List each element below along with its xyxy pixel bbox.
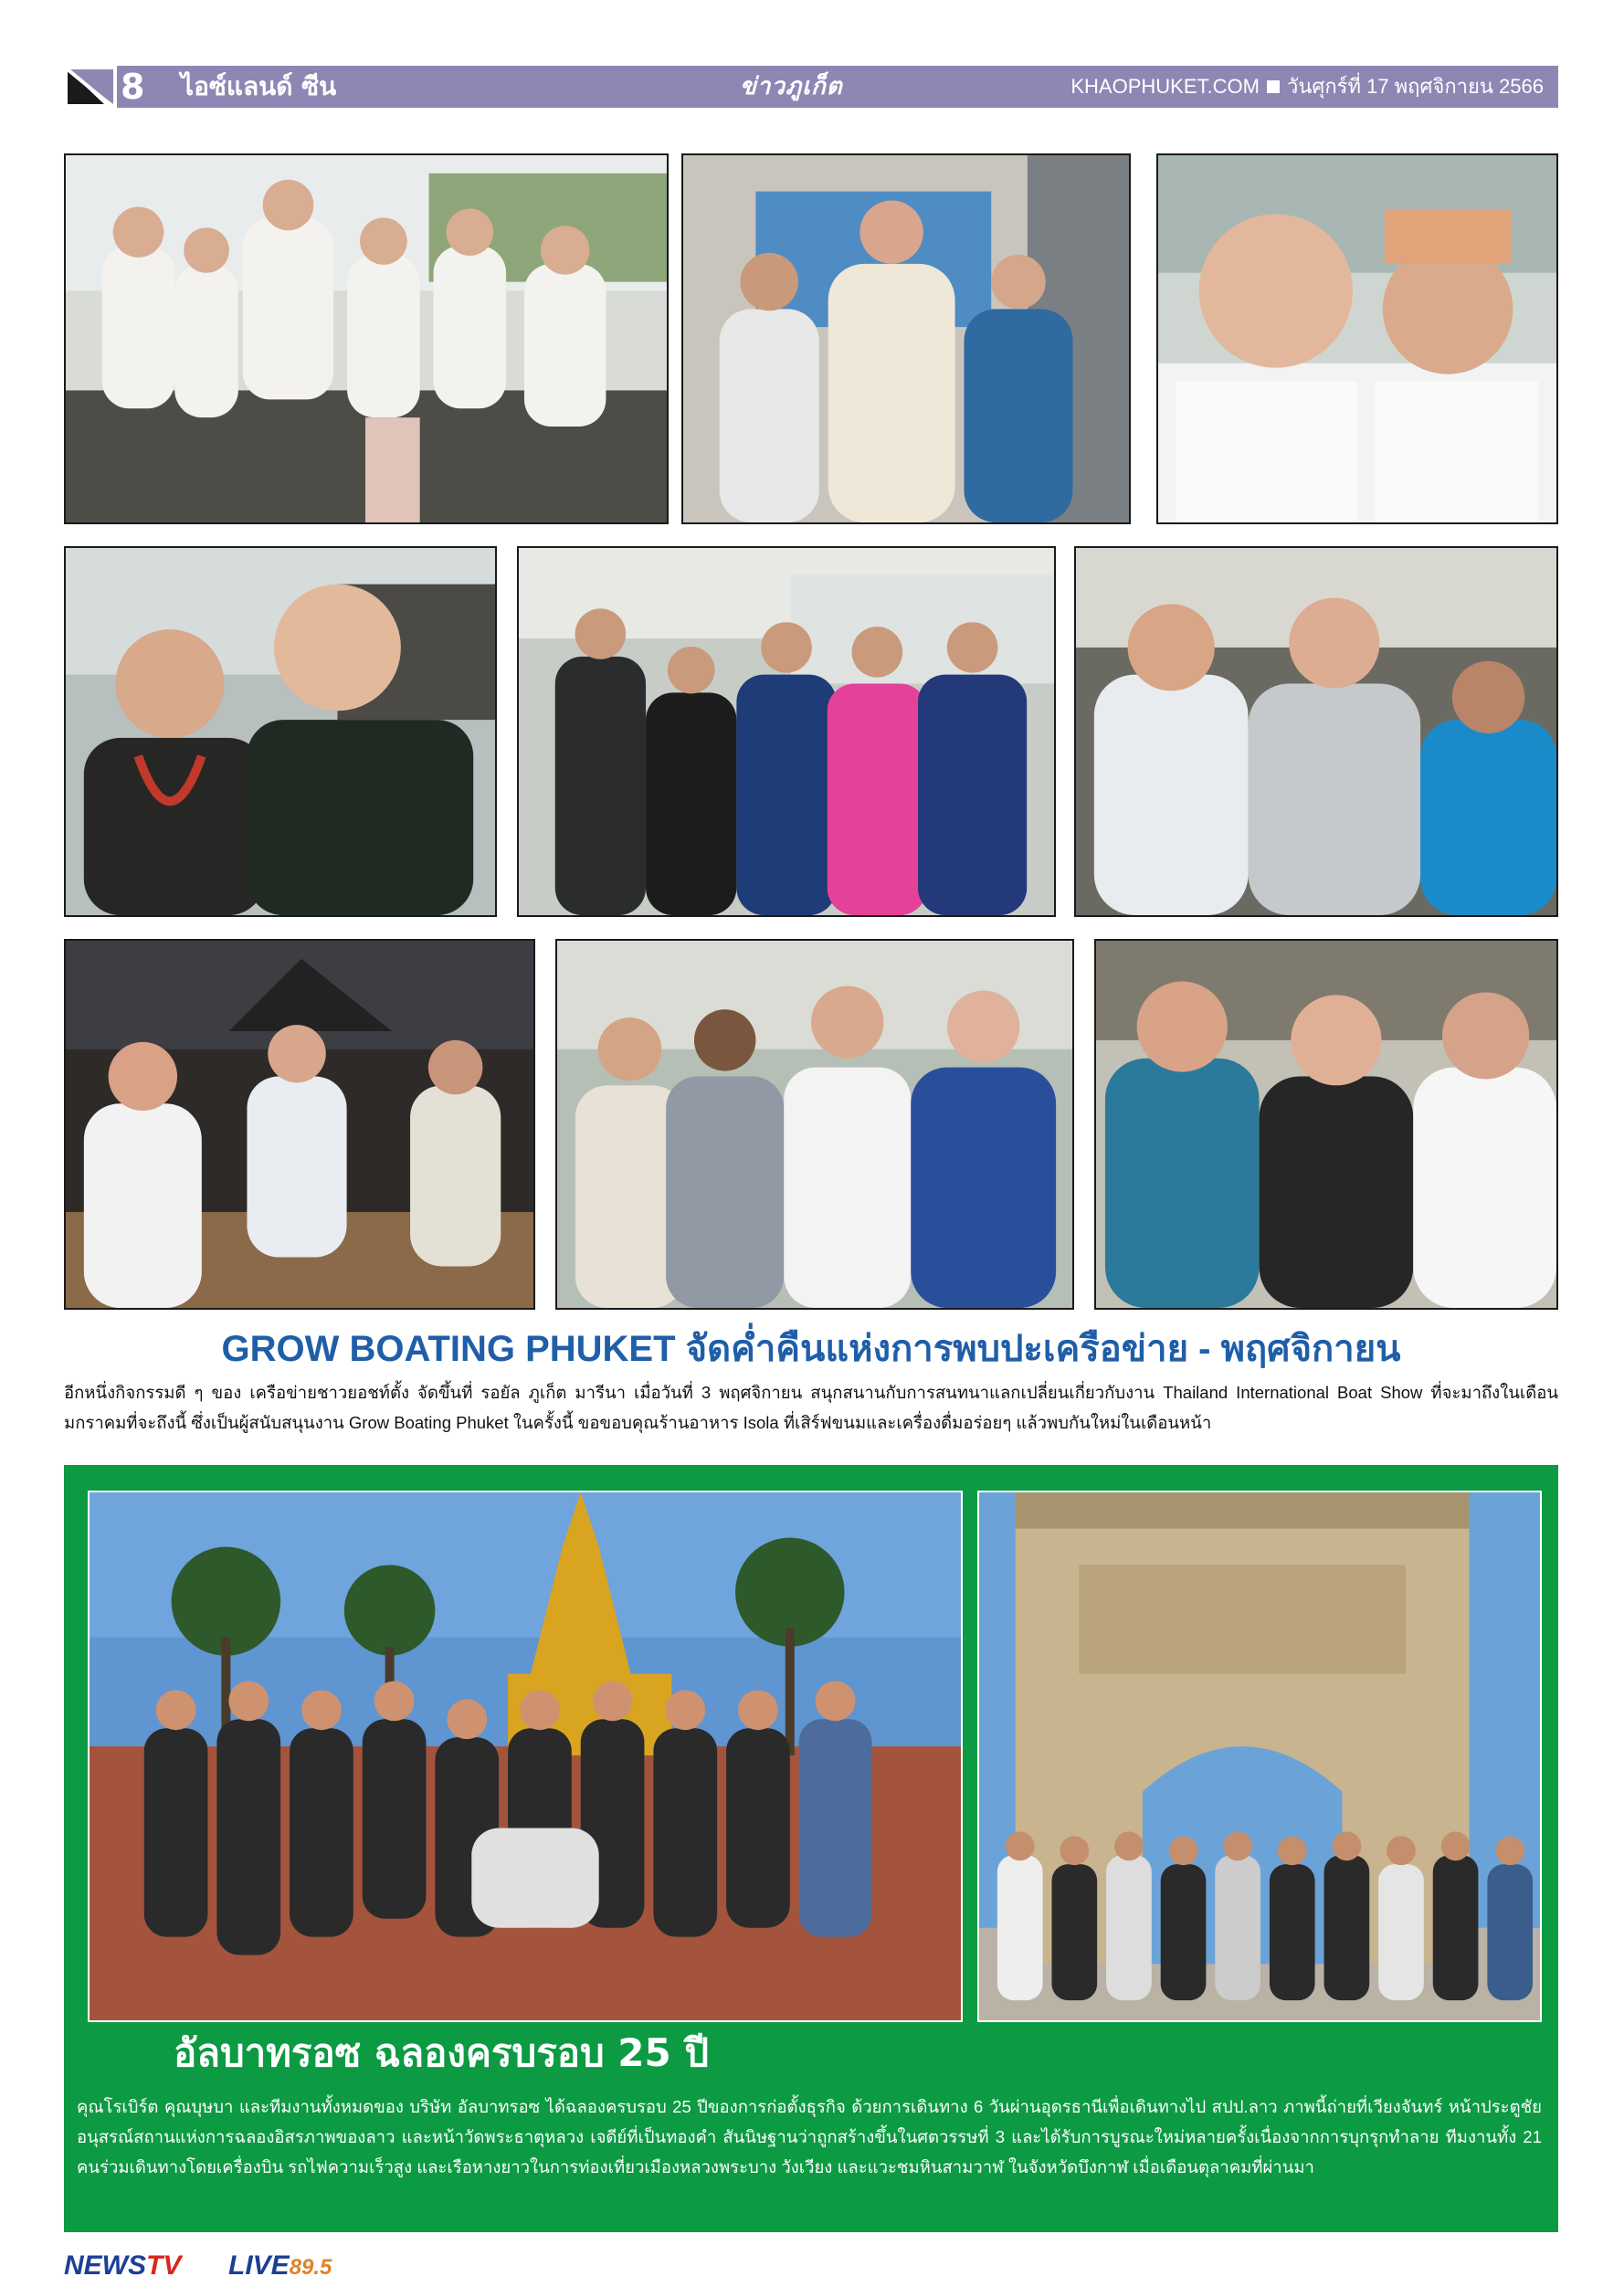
- photo-group-staff-boat: [64, 153, 669, 524]
- photo-four-guests: [555, 939, 1074, 1310]
- section-title: ไอซ์แลนด์ ซีน: [181, 71, 337, 101]
- photo-group-five: [517, 546, 1056, 917]
- photo-two-women-closeup: [1156, 153, 1558, 524]
- photo-couple-vertigo: [64, 546, 497, 917]
- article2-body: คุณโรเบิร์ต คุณบุษบา และทีมงานทั้งหมดของ บริษัท อัลบาทรอซ ได้ฉลองครบรอบ 25 ปีของการก่อตั้งธุรกิจ ด้วยการเดินทาง 6 วันผ่านอุดรธานีเพื่อเดินทางไป สปป.ลาว ภาพนี้ถ่ายที่เวียงจันทร์ หน้าประตูชัย อนุสรณ์สถานแห่งการฉลองอิสรภาพของลาว และหน้าวัดพระธาตุหลวง เจดีย์ที่เป็นทองคำ สันนิษฐานว่าถูกสร้างขึ้นในศตวรรษที่ 3 และได้รับการบูรณะใหม่หลายครั้งเนื่องจากการบุกรุกทำลาย ทีมงานทั้ง 21 คนร่วมเดินทางโดยเครื่องบิน รถไฟความเร็วสูง และเรือหางยาวในการท่องเที่ยวเมืองหลวงพระบาง วังเวียง และแวะชมหินสามวาฬ ในจังหวัดบึงกาฬ เมื่อเดือนตุลาคมที่ผ่านมา: [77, 2097, 1542, 2176]
- newspaper-logo: ข่าวภูเก็ต: [740, 73, 843, 100]
- article1-body: อีกหนึ่งกิจกรรมดี ๆ ของ เครือข่ายชาวยอชท์ตั้ง จัดขึ้นที่ รอยัล ภูเก็ต มารีนา เมื่อวันที่ 3 พฤศจิกายน สนุกสนานกับการสนทนาแลกเปลี่ยนเกี่ยวกับงาน Thailand International Boat Show ที่จะมาถึงในเดือนมกราคมที่จะถึงนี้ ซึ่งเป็นผู้สนับสนุนงาน Grow Boating Phuket ในครั้งนี้ ขอขอบคุณร้านอาหาร Isola ที่เสิร์ฟขนมและเครื่องดื่มอร่อยๆ แล้วพบกันใหม่ในเดือนหน้า: [64, 1383, 1558, 1432]
- live-radio-logo: [228, 2250, 332, 2282]
- photo-patuxai-group: [977, 1491, 1542, 2022]
- photo-three-men: [1094, 939, 1558, 1310]
- news-tv-logo: [64, 2250, 181, 2282]
- photo-trio-screen: [681, 153, 1131, 524]
- photo-trio-men-woman: [1074, 546, 1558, 917]
- separator-square-icon: [1267, 80, 1280, 93]
- page-corner-icon: [64, 66, 117, 108]
- article1-headline: GROW BOATING PHUKET จัดค่ำคืนแห่งการพบปะเครือข่าย - พฤศจิกายน: [221, 1329, 1401, 1369]
- page-number: 8: [121, 67, 145, 107]
- news-logo-text: NEWS: [64, 2250, 146, 2281]
- live-frequency: 89.5: [289, 2255, 332, 2280]
- dateline: [1070, 73, 1544, 100]
- tv-logo-text: TV: [146, 2250, 182, 2281]
- page-header: [64, 66, 1558, 108]
- photo-pha-that-luang-group: [88, 1491, 963, 2022]
- article2-headline: อัลบาทรอซ ฉลองครบรอบ 25 ปี: [174, 2030, 709, 2075]
- site-url: KHAOPHUKET.COM: [1070, 75, 1260, 98]
- photo-evening-speech: [64, 939, 535, 1310]
- live-logo-text: LIVE: [228, 2250, 290, 2281]
- issue-date: วันศุกร์ที่ 17 พฤศจิกายน 2566: [1286, 75, 1544, 98]
